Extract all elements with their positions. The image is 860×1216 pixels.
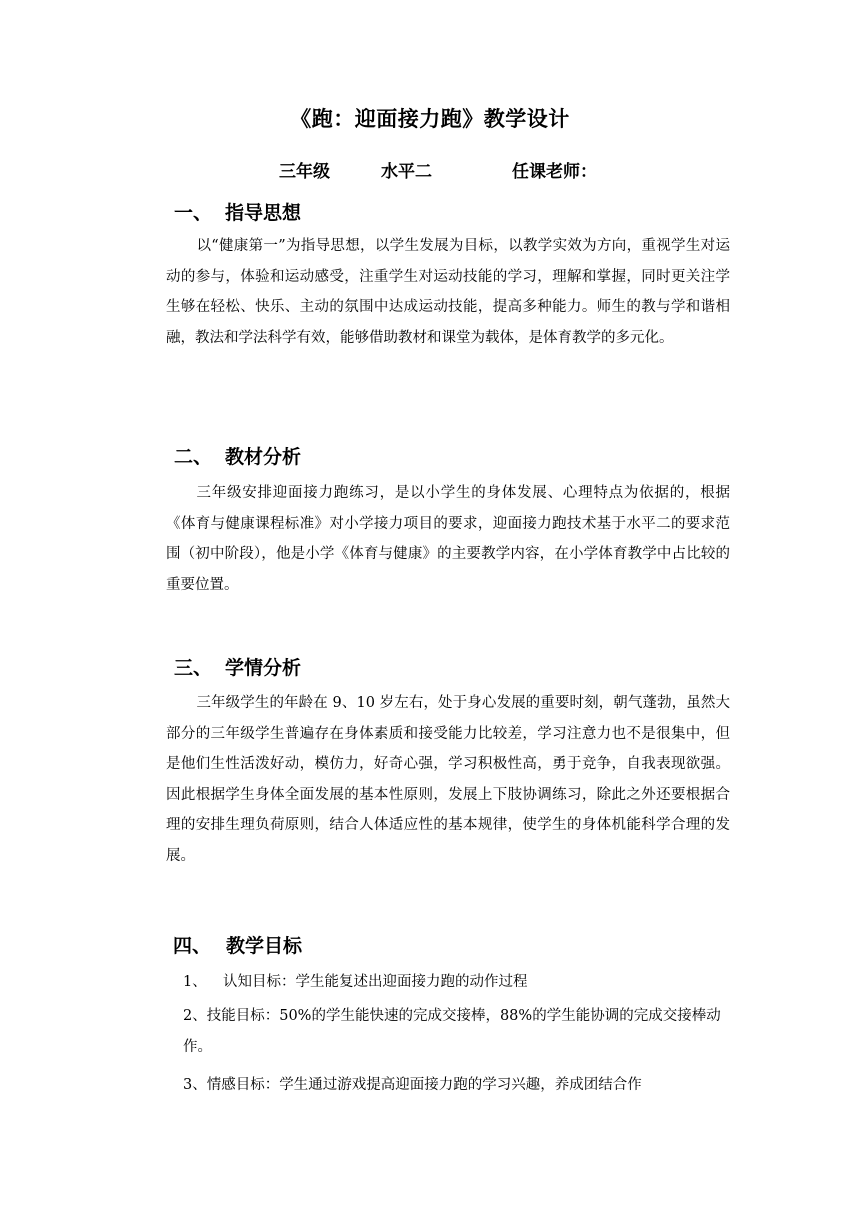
document-title: 《跑：迎面接力跑》教学设计 <box>290 107 570 131</box>
objective-number: 2、 <box>183 1008 207 1024</box>
section-title: 指导思想 <box>225 202 302 224</box>
objective-number: 3、 <box>183 1077 207 1093</box>
objective-number: 1、 <box>183 974 207 990</box>
section-title: 教材分析 <box>225 446 302 468</box>
section-number: 一、 <box>174 202 213 224</box>
section-body-student-analysis: 三年级学生的年龄在 9、10 岁左右，处于身心发展的重要时刻，朝气蓬勃，虽然大部分的三年级学生普遍存在身体素质和接受能力比较差，学习注意力也不是很集中，但是他们生性活泼好动，模仿力，好奇心强，学习积极性高，勇于竞争，自我表现欲强。因此根据学生身体全面发展的基本性原则，发展上下肢协调练习，除此之外还要根据合理的安排生理负荷原则，结合人体适应性的基本规律，使学生的身体机能科学合理的发展。 <box>166 695 730 864</box>
objective-item-affective <box>183 1070 731 1101</box>
objective-text: 认知目标：学生能复述出迎面接力跑的动作过程 <box>223 974 528 990</box>
section-title: 学情分析 <box>225 657 302 679</box>
section-heading-student-analysis <box>174 653 301 680</box>
section-heading-guiding-ideology <box>174 198 301 225</box>
section-heading-teaching-objectives <box>173 931 302 958</box>
section-heading-material-analysis <box>174 442 301 469</box>
teacher-label: 任课老师： <box>512 162 597 182</box>
objective-item-skill <box>183 1001 731 1062</box>
objective-text: 情感目标：学生通过游戏提高迎面接力跑的学习兴趣，养成团结合作 <box>206 1077 642 1093</box>
objective-item-cognitive <box>183 967 743 998</box>
section-title: 教学目标 <box>226 935 303 957</box>
document-subtitle <box>0 157 860 185</box>
section-number: 三、 <box>174 657 213 679</box>
section-body-guiding-ideology: 以“健康第一”为指导思想，以学生发展为目标，以教学实效为方向，重视学生对运动的参与，体验和运动感受，注重学生对运动技能的学习，理解和掌握，同时更关注学生够在轻松、快乐、主动的氛围中达成运动技能，提高多种能力。师生的教与学和谐相融，教法和学法科学有效，能够借助教材和课堂为载体，是体育教学的多元化。 <box>166 238 730 346</box>
level-label: 水平二 <box>381 162 432 182</box>
objective-text: 技能目标：50%的学生能快速的完成交接棒，88%的学生能协调的完成交接棒动作。 <box>183 1008 721 1055</box>
section-body-material-analysis: 三年级安排迎面接力跑练习，是以小学生的身体发展、心理特点为依据的，根据《体育与健康课程标准》对小学接力项目的要求，迎面接力跑技术基于水平二的要求范围（初中阶段），他是小学《体育与健康》的主要教学内容，在小学体育教学中占比较的重要位置。 <box>166 485 730 593</box>
section-number: 二、 <box>174 446 213 468</box>
section-number: 四、 <box>173 935 212 957</box>
grade-label: 三年级 <box>279 162 330 182</box>
